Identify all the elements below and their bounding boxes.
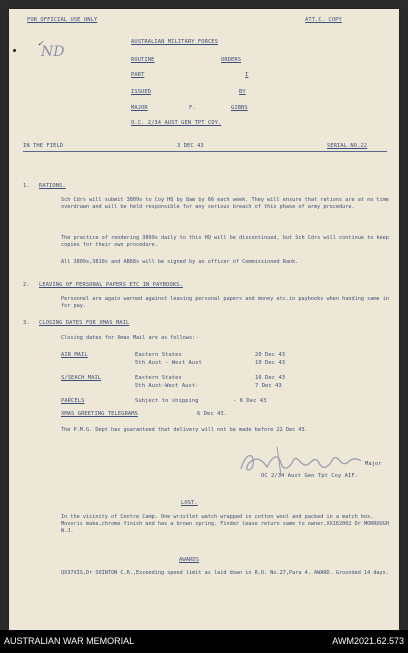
mail-destination: 5th Aust-West Aust-	[135, 383, 199, 389]
issued-label: ISSUED	[131, 89, 152, 95]
section-heading: LEAVING OF PERSONAL PAPERS ETC IN PAYBOOKS.	[39, 282, 183, 288]
section-paragraph: All 3809s,3810s and AB68s will be signed by an officer of Commissioned Rank.	[61, 259, 299, 265]
section-number: 2.	[23, 282, 30, 288]
mail-date: 7 Dec 43	[255, 383, 282, 389]
issuing-unit: O.C. 2/34 AUST GEN TPT COY.	[131, 120, 222, 126]
by-label: BY	[239, 89, 246, 95]
punch-hole	[13, 49, 16, 52]
routine-label: ROUTINE	[131, 57, 155, 63]
mail-date: 10 Dec 43	[255, 360, 286, 366]
handwritten-initials: ND	[41, 44, 65, 60]
section-heading: RATIONS.	[39, 183, 66, 189]
section-paragraph: The practice of rendering 3809s daily to this HQ will be discontinued, but Sch Cdrs will continue to keep copies for their own procedure.	[61, 235, 389, 248]
awards-heading: AWARDS	[179, 557, 200, 563]
mail-date: 20 Dec 43	[255, 352, 286, 358]
archive-name: AUSTRALIAN WAR MEMORIAL	[4, 636, 135, 646]
telegrams-date: 6 Dec 43.	[197, 411, 228, 417]
classification-label: FOR OFFICIAL USE ONLY	[27, 17, 98, 23]
telegrams-label: XMAS GREETING TELEGRAMS	[61, 411, 138, 417]
section-heading: CLOSING DATES FOR XMAS MAIL	[39, 320, 130, 326]
mail-destination: Eastern States	[135, 352, 182, 358]
section-paragraph: Closing dates for Xmas Mail are as follows:-	[61, 335, 199, 341]
lost-heading: LOST.	[181, 500, 198, 506]
tick-mark: ✓	[37, 39, 44, 48]
initial-label: F.	[189, 105, 196, 111]
section-number: 3.	[23, 320, 30, 326]
signature-rank: Major	[365, 461, 382, 467]
orders-label: ORDERS	[221, 57, 242, 63]
archive-reference: AWM2021.62.573	[332, 636, 404, 646]
archive-footer	[0, 630, 408, 653]
copy-number: ATT.C. COPY	[305, 17, 342, 23]
serial-number: SERIAL NO.22	[327, 143, 368, 149]
signature-unit: OC 2/34 Aust Gen Tpt Coy AIF.	[261, 473, 359, 479]
mail-destination: Eastern States	[135, 375, 182, 381]
surname-label: GIBBS	[231, 105, 248, 111]
lost-text: In the vicinity of Centre Camp. One wristlet watch wrapped in cotton wool and packed in a match box. Movoris make,chrome finish and has a brown spring. Finder lease return same to owner,XX162002 Dr MORROUGH W.J.	[61, 514, 389, 534]
location: IN THE FIELD	[23, 143, 64, 149]
section-paragraph: Sch Cdrs will submit 3809s to Coy HQ by 8am by 66 each week. They will ensure that rations are at no time overdrawn and will be held responsible for any serious breach of this phase of army procedure.	[61, 197, 389, 210]
mail-destination: Subject to shipping	[135, 398, 199, 404]
mail-type: AIR MAIL	[61, 352, 88, 358]
pmg-note: The P.M.G. Dept has guaranteed that delivery will not be made before 22 Dec 43.	[61, 427, 308, 433]
mail-date: 16 Dec 43	[255, 375, 286, 381]
awards-text: QX37VIS,Dr SOINTON C.R.,Exceeding speed limit as laid down in R.O. No.27,Para 4. AWARD. Grounded 14 days.	[61, 570, 389, 576]
mail-date: - 6 Dec 43	[233, 398, 267, 404]
mail-type: PARCELS	[61, 398, 85, 404]
part-number: I	[245, 72, 249, 78]
header-rule	[23, 151, 387, 152]
section-number: 1.	[23, 183, 30, 189]
mail-destination: 5th Aust - West Aust	[135, 360, 202, 366]
unit-title: AUSTRALIAN MILITARY FORCES	[131, 39, 218, 45]
rank-label: MAJOR	[131, 105, 148, 111]
document-page	[9, 9, 399, 630]
part-label: PART	[131, 72, 145, 78]
mail-type: S/SEACH MAIL	[61, 375, 102, 381]
section-paragraph: Personnel are again warned against leaving personal papers and money etc.in paybooks when handing same in for pay.	[61, 296, 389, 309]
order-date: 3 DEC 43	[177, 143, 204, 149]
